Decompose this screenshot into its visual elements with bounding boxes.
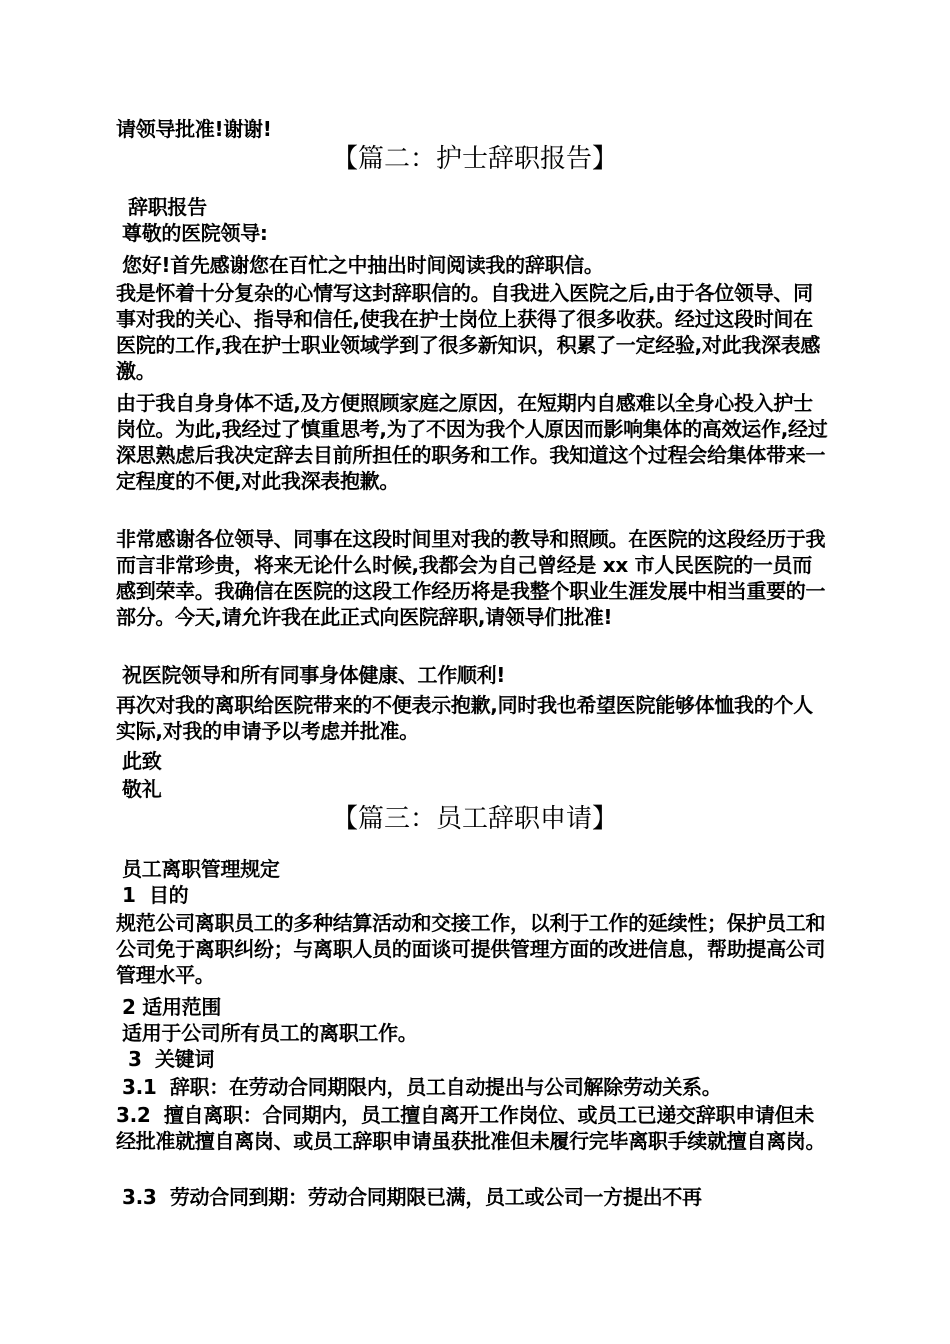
clause-1-body: 规范公司离职员工的多种结算活动和交接工作，以利于工作的延续性；保护员工和公司免于离职纠纷；与离职人员的面谈可提供管理方面的改进信息，帮助提高公司管理水平。 (116, 911, 826, 987)
paragraph-thanks: 非常感谢各位领导、同事在这段时间里对我的教导和照顾。在医院的这段经历于我而言非常珍贵，将来无论什么时候,我都会为自己曾经是 xx 市人民医院的一员而感到荣幸。我确信在医院的这段工作经历将是我整个职业生涯发展中相当重要的一部分。今天,请允许我在此正式向医院辞职,请领导们批准! (116, 527, 826, 629)
closing-jing-li: 敬礼 (122, 777, 162, 801)
clause-3-3: 3.3 劳动合同到期：劳动合同期限已满，员工或公司一方提出不再 (122, 1185, 702, 1209)
clause-3-1: 3.1 辞职：在劳动合同期限内，员工自动提出与公司解除劳动关系。 (122, 1075, 722, 1099)
approval-line: 请领导批准!谢谢! (116, 117, 272, 141)
paragraph-wishes: 祝医院领导和所有同事身体健康、工作顺利! (122, 663, 506, 687)
clause-2-body: 适用于公司所有员工的离职工作。 (122, 1021, 418, 1045)
section-3-heading: 【篇三：员工辞职申请】 (331, 804, 618, 834)
salutation: 尊敬的医院领导: (122, 221, 268, 245)
clause-3-2: 3.2 擅自离职：合同期内，员工擅自离开工作岗位、或员工已递交辞职申请但未经批准就擅自离岗、或员工辞职申请虽获批准但未履行完毕离职手续就擅自离岗。 (116, 1103, 826, 1153)
clause-3-title: 3 关键词 (128, 1047, 215, 1071)
resignation-report-title: 辞职报告 (128, 195, 207, 219)
paragraph-apology: 再次对我的离职给医院带来的不便表示抱歉,同时我也希望医院能够体恤我的个人实际,对我的申请予以考虑并批准。 (116, 693, 813, 743)
clause-1-title: 1 目的 (122, 883, 189, 907)
section-2-heading: 【篇二：护士辞职报告】 (331, 144, 618, 174)
clause-2-title: 2 适用范围 (122, 995, 222, 1019)
closing-ci-zhi: 此致 (122, 749, 162, 773)
paragraph-greeting: 您好!首先感谢您在百忙之中抽出时间阅读我的辞职信。 (122, 253, 604, 277)
regulation-title: 员工离职管理规定 (122, 857, 280, 881)
paragraph-reason: 由于我自身身体不适,及方便照顾家庭之原因，在短期内自感难以全身心投入护士岗位。为此,我经过了慎重思考,为了不因为我个人原因而影响集体的高效运作,经过深思熟虑后我决定辞去目前所担任的职务和工作。我知道这个过程会给集体带来一定程度的不便,对此我深表抱歉。 (116, 391, 828, 493)
paragraph-gratitude: 我是怀着十分复杂的心情写这封辞职信的。自我进入医院之后,由于各位领导、同事对我的关心、指导和信任,使我在护士岗位上获得了很多收获。经过这段时间在医院的工作,我在护士职业领域学到了很多新知识，积累了一定经验,对此我深表感激。 (116, 281, 821, 383)
